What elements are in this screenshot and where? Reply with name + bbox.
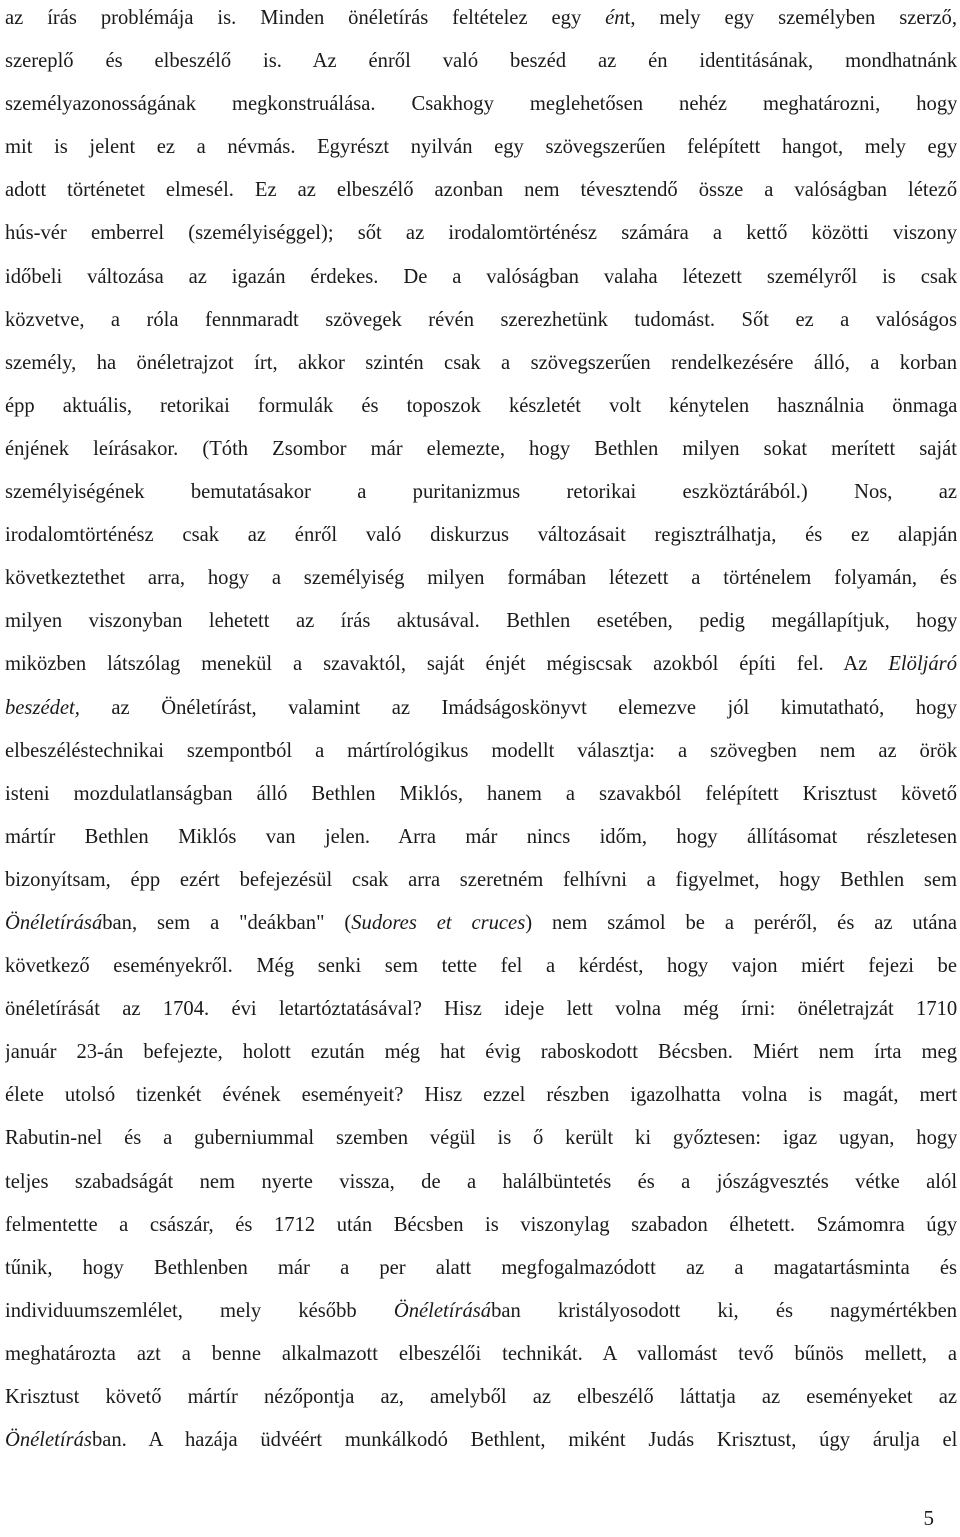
text-run: ) nem számol be a peréről, és az utána: [525, 911, 957, 934]
text-run: január 23-án befejezte, holott ezután még hat évig raboskodott Bécsben. Miért nem írta meg: [5, 1041, 957, 1064]
text-run: időbeli változása az igazán érdekes. De a valóságban valaha létezett személyről is csak: [5, 265, 957, 288]
text-line: [5, 299, 957, 342]
text-line: [5, 385, 957, 428]
text-run: következtethet arra, hogy a személyiség milyen formában létezett a történelem folyamán, és: [5, 567, 957, 590]
text-line: [5, 1333, 957, 1376]
text-run: irodalomtörténész csak az énről való diskurzus változásait regisztrálhatja, és ez alapján: [5, 524, 957, 547]
text-line: [5, 557, 957, 600]
text-line: [5, 256, 957, 299]
text-run: bizonyítsam, épp ezért befejezésül csak arra szeretném felhívni a figyelmet, hogy Bethlen sem: [5, 868, 957, 891]
text-line: [5, 1247, 957, 1290]
text-line: [5, 773, 957, 816]
text-line: [5, 212, 957, 255]
text-run: énjének leírásakor. (Tóth Zsombor már elemezte, hogy Bethlen milyen sokat merített saját: [5, 437, 957, 460]
text-line: [5, 600, 957, 643]
text-line: [5, 40, 957, 83]
text-run: Elöljáró: [888, 653, 957, 676]
text-line: [5, 1204, 957, 1247]
text-run: hús-vér emberrel (személyiséggel); sőt az irodalomtörténész számára a kettő közötti viszony: [5, 222, 957, 245]
text-line: [5, 342, 957, 385]
text-line: [5, 514, 957, 557]
text-line: [5, 902, 957, 945]
text-run: Krisztust követő mártír nézőpontja az, amelyből az elbeszélő láttatja az eseményeket az: [5, 1386, 957, 1408]
page-number: 5: [923, 1506, 934, 1530]
text-run: Rabutin-nel és a guberniummal szemben végül is ő került ki győztesen: igaz ugyan, hogy: [5, 1127, 957, 1150]
text-line: [5, 0, 957, 40]
text-line: [5, 1031, 957, 1074]
text-line: [5, 1419, 957, 1462]
text-run: ban kristályosodott ki, és nagymértékben: [491, 1299, 957, 1322]
text-run: ban. A hazája üdvéért munkálkodó Bethlent, miként Judás Krisztust, úgy árulja el: [91, 1429, 957, 1452]
text-line: [5, 428, 957, 471]
text-run: milyen viszonyban lehetett az írás aktusával. Bethlen esetében, pedig megállapítjuk, hogy: [5, 610, 957, 633]
text-run: tűnik, hogy Bethlenben már a per alatt megfogalmazódott az a magatartásminta és: [5, 1256, 957, 1279]
text-run: isteni mozdulatlanságban álló Bethlen Miklós, hanem a szavakból felépített Krisztust követő: [5, 782, 957, 805]
text-run: személyazonosságának megkonstruálása. Csakhogy meglehetősen nehéz meghatározni, hogy: [5, 93, 957, 116]
text-line: [5, 169, 957, 212]
text-run: Önéletírásá: [5, 911, 103, 934]
text-run: individuumszemlélet, mely később: [5, 1299, 394, 1322]
text-line: [5, 1074, 957, 1117]
text-run: ban, sem a "deákban" (: [102, 911, 352, 934]
text-run: következő eseményekről. Még senki sem tette fel a kérdést, hogy vajon miért fejezi be: [5, 955, 957, 978]
text-run: mit is jelent ez a névmás. Egyrészt nyilván egy szövegszerűen felépített hangot, mely egy: [5, 136, 957, 159]
text-line: [5, 1376, 957, 1419]
text-run: beszédet,: [5, 696, 80, 719]
text-run: személyiségének bemutatásakor a puritanizmus retorikai eszköztárából.) Nos, az: [5, 481, 957, 504]
text-run: Sudores et cruces: [351, 911, 526, 934]
text-line: [5, 1290, 957, 1333]
text-run: mártír Bethlen Miklós van jelen. Arra már nincs időm, hogy állításomat részletesen: [5, 825, 957, 848]
text-line: [5, 859, 957, 902]
text-run: épp aktuális, retorikai formulák és toposzok készletét volt kénytelen használnia önmaga: [5, 394, 957, 417]
text-run: t, mely egy személyben szerző,: [624, 7, 957, 29]
text-run: én: [605, 7, 625, 29]
text-run: Önéletírásá: [393, 1299, 492, 1322]
text-line: [5, 126, 957, 169]
text-line: [5, 988, 957, 1031]
text-run: szereplő és elbeszélő is. Az énről való beszéd az én identitásának, mondhatnánk: [5, 50, 957, 73]
text-run: felmentette a császár, és 1712 után Bécsben is viszonylag szabadon élhetett. Számomra úgy: [5, 1213, 957, 1236]
text-line: [5, 643, 957, 686]
text-run: meghatározta azt a benne alkalmazott elbeszélői technikát. A vallomást tevő bűnös mellett, a: [5, 1342, 957, 1365]
text-run: elbeszéléstechnikai szempontból a mártírológikus modellt választja: a szövegben nem az örök: [5, 739, 957, 762]
text-run: személy, ha önéletrajzot írt, akkor szintén csak a szövegszerűen rendelkezésére álló, a korban: [5, 351, 957, 374]
text-line: [5, 730, 957, 773]
text-run: az Önéletírást, valamint az Imádságoskönyvt elemezve jól kimutatható, hogy: [79, 696, 957, 719]
text-line: [5, 83, 957, 126]
text-run: teljes szabadságát nem nyerte vissza, de a halálbüntetés és a jószágvesztés vétke alól: [5, 1170, 957, 1193]
text-run: önéletírását az 1704. évi letartóztatásával? Hisz ideje lett volna még írni: önéletrajzát 1710: [5, 998, 957, 1021]
body-text: [5, 0, 957, 1462]
text-line: [5, 471, 957, 514]
text-line: [5, 1117, 957, 1160]
text-run: az írás problémája is. Minden önéletírás feltételez egy: [5, 7, 606, 29]
text-run: Önéletírás: [5, 1429, 92, 1452]
text-run: adott történetet elmesél. Ez az elbeszélő azonban nem tévesztendő össze a valóságban létező: [5, 179, 957, 202]
text-run: élete utolsó tizenkét évének eseményeit? Hisz ezzel részben igazolhatta volna is magát, mert: [5, 1084, 957, 1107]
text-line: [5, 1161, 957, 1204]
text-line: [5, 816, 957, 859]
text-line: [5, 945, 957, 988]
text-run: közvetve, a róla fennmaradt szövegek révén szerezhetünk tudomást. Sőt ez a valóságos: [5, 308, 957, 331]
text-run: miközben látszólag menekül a szavaktól, saját énjét mégiscsak azokból építi fel. Az: [5, 653, 889, 676]
text-line: [5, 687, 957, 730]
